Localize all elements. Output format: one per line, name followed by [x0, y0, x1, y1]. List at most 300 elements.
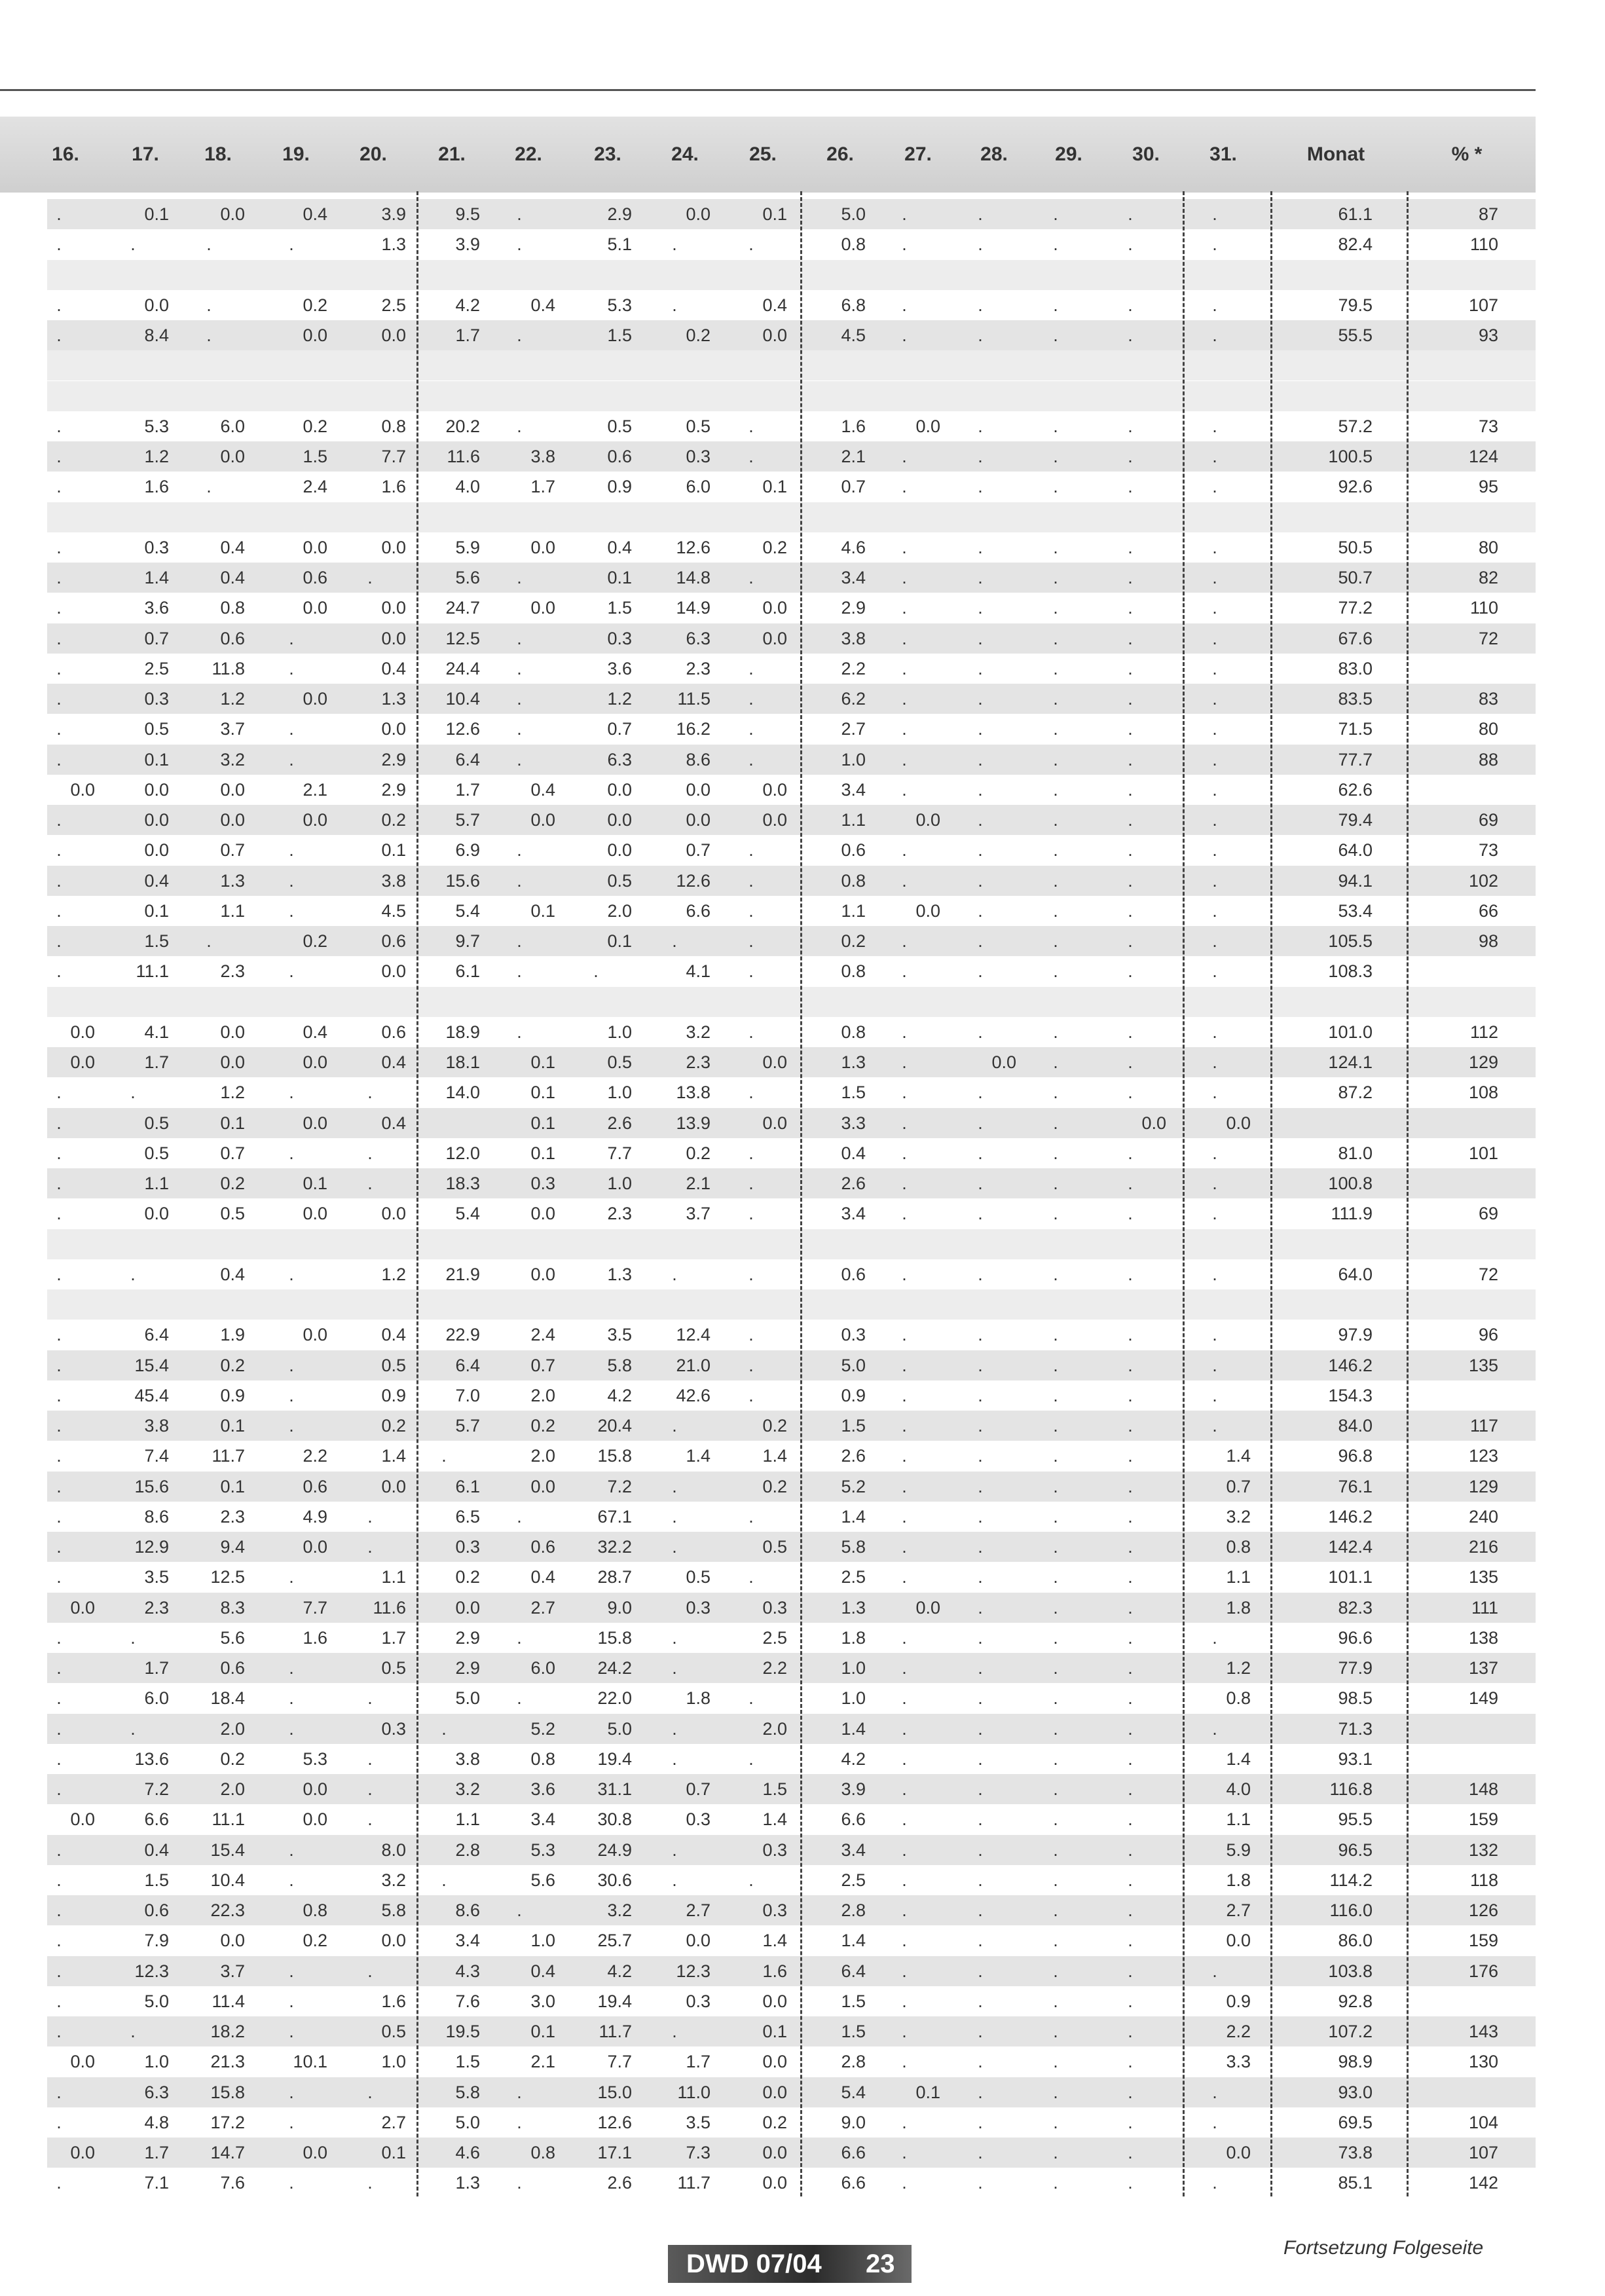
daily-value-cell: 15.8 [597, 1627, 632, 1648]
daily-value-cell: 1.8 [1226, 1870, 1251, 1890]
daily-value-cell: . [289, 2082, 294, 2102]
daily-value-cell: 0.2 [220, 1174, 245, 1193]
daily-value-cell: . [1053, 1961, 1058, 1981]
monthly-total-cell: 92.8 [1338, 1991, 1373, 2011]
daily-value-cell: 0.1 [762, 2022, 787, 2041]
daily-value-cell: 0.0 [70, 2143, 95, 2162]
daily-value-cell: . [1053, 1052, 1058, 1072]
daily-value-cell: . [902, 961, 907, 982]
daily-value-cell: . [902, 1264, 907, 1284]
table-row [47, 835, 1536, 865]
monthly-total-cell: 83.5 [1338, 689, 1373, 709]
daily-value-cell: 0.8 [1226, 1537, 1251, 1557]
daily-value-cell: 1.5 [303, 447, 327, 466]
daily-value-cell: . [130, 1083, 136, 1103]
monthly-total-cell: 94.1 [1338, 870, 1373, 891]
daily-value-cell: 1.6 [381, 1991, 406, 2011]
daily-value-cell: . [1128, 2112, 1133, 2132]
daily-value-cell: . [289, 870, 294, 891]
monthly-total-cell: 107.2 [1328, 2022, 1373, 2041]
daily-value-cell: . [56, 1113, 62, 1133]
daily-value-cell: 0.1 [144, 900, 169, 921]
daily-value-cell: . [978, 2022, 983, 2041]
table-row [47, 1835, 1536, 1865]
daily-value-cell: 0.0 [762, 779, 787, 800]
daily-value-cell: . [56, 1174, 62, 1193]
daily-value-cell: 2.1 [686, 1174, 710, 1193]
daily-value-cell: . [978, 961, 983, 982]
daily-value-cell: 3.3 [1226, 2052, 1251, 2072]
percent-cell: 82 [1478, 568, 1498, 587]
daily-value-cell: 12.0 [445, 1143, 480, 1163]
daily-value-cell: 17.1 [597, 2143, 632, 2162]
daily-value-cell: . [1128, 1658, 1133, 1678]
daily-value-cell: . [748, 447, 754, 466]
daily-value-cell: 1.7 [381, 1627, 406, 1648]
daily-value-cell: . [902, 234, 907, 255]
daily-value-cell: 5.8 [841, 1537, 866, 1557]
daily-value-cell: 1.3 [381, 689, 406, 709]
percent-cell: 73 [1478, 840, 1498, 861]
daily-value-cell: . [1053, 1870, 1058, 1890]
daily-value-cell: 5.3 [607, 295, 632, 315]
daily-value-cell: . [130, 1264, 136, 1284]
daily-value-cell: 11.7 [599, 2022, 632, 2041]
daily-value-cell: 4.5 [841, 325, 866, 345]
daily-value-cell: . [441, 1446, 447, 1466]
daily-value-cell: 9.4 [220, 1537, 245, 1557]
daily-value-cell: . [56, 810, 62, 830]
monthly-total-cell: 87.2 [1338, 1083, 1373, 1103]
daily-value-cell: 1.3 [607, 1264, 632, 1284]
daily-value-cell: . [289, 2022, 294, 2041]
daily-value-cell: 19.4 [597, 1749, 632, 1769]
daily-value-cell: 2.9 [455, 1627, 480, 1648]
daily-value-cell: . [1053, 749, 1058, 769]
daily-value-cell: 2.7 [686, 1900, 710, 1920]
daily-value-cell: 13.9 [676, 1113, 710, 1133]
daily-value-cell: 2.3 [686, 658, 710, 678]
daily-value-cell: . [978, 1718, 983, 1739]
daily-value-cell: 5.0 [607, 1718, 632, 1739]
daily-value-cell: 0.7 [144, 628, 169, 648]
column-header: 31. [1209, 143, 1237, 165]
daily-value-cell: 0.0 [915, 416, 940, 436]
daily-value-cell: 1.0 [144, 2052, 169, 2072]
daily-value-cell: . [1128, 416, 1133, 436]
daily-value-cell: . [56, 870, 62, 891]
daily-value-cell: 45.4 [134, 1385, 169, 1405]
daily-value-cell: . [902, 2173, 907, 2193]
daily-value-cell: 0.0 [303, 325, 327, 345]
daily-value-cell: 0.0 [1226, 1113, 1251, 1133]
daily-value-cell: . [56, 1416, 62, 1435]
daily-value-cell: 3.2 [455, 1779, 480, 1799]
daily-value-cell: 11.7 [212, 1446, 245, 1466]
daily-value-cell: 0.0 [530, 1264, 555, 1284]
group-spacer-row [47, 502, 1536, 532]
daily-value-cell: . [1212, 810, 1217, 830]
percent-cell [1426, 1986, 1498, 2016]
daily-value-cell: . [1128, 1476, 1133, 1496]
daily-value-cell: . [978, 1840, 983, 1860]
daily-value-cell: 22.9 [445, 1325, 480, 1345]
daily-value-cell: . [289, 1567, 294, 1587]
daily-value-cell: . [1053, 1325, 1058, 1345]
daily-value-cell: . [517, 234, 522, 255]
daily-value-cell: 0.0 [303, 1779, 327, 1799]
daily-value-cell: . [1053, 900, 1058, 921]
daily-value-cell: . [56, 537, 62, 557]
daily-value-cell: 1.7 [144, 1658, 169, 1678]
daily-value-cell: . [902, 2143, 907, 2162]
daily-value-cell: 0.4 [381, 1113, 406, 1133]
daily-value-cell: . [1212, 447, 1217, 466]
daily-value-cell: 1.4 [1226, 1446, 1251, 1466]
group-spacer-row [47, 1229, 1536, 1259]
daily-value-cell: 2.8 [841, 1900, 866, 1920]
daily-value-cell: 0.4 [144, 870, 169, 891]
daily-value-cell: 0.3 [686, 1809, 710, 1830]
daily-value-cell: 19.4 [597, 1991, 632, 2011]
column-header: 23. [594, 143, 621, 165]
daily-value-cell: . [1212, 2173, 1217, 2193]
daily-value-cell: 0.4 [530, 1567, 555, 1587]
daily-value-cell: . [130, 2022, 136, 2041]
monthly-total-cell: 98.9 [1338, 2052, 1373, 2072]
daily-value-cell: 0.9 [220, 1385, 245, 1405]
daily-value-cell: 4.1 [686, 961, 710, 982]
percent-cell: 130 [1468, 2052, 1498, 2072]
daily-value-cell: . [978, 1870, 983, 1890]
monthly-total-cell: 93.1 [1338, 1749, 1373, 1769]
table-row [47, 229, 1536, 259]
daily-value-cell: . [902, 295, 907, 315]
daily-value-cell: 0.1 [915, 2082, 940, 2102]
daily-value-cell: . [748, 1325, 754, 1345]
daily-value-cell: 0.2 [381, 810, 406, 830]
daily-value-cell: 0.0 [303, 537, 327, 557]
daily-value-cell: . [1128, 961, 1133, 982]
daily-value-cell: 1.4 [381, 1446, 406, 1466]
daily-value-cell: . [56, 2173, 62, 2193]
column-divider [1183, 191, 1185, 2196]
daily-value-cell: . [289, 234, 294, 255]
daily-value-cell: . [56, 1446, 62, 1466]
daily-value-cell: . [1128, 719, 1133, 739]
percent-cell: 132 [1468, 1840, 1498, 1860]
daily-value-cell: . [517, 961, 522, 982]
daily-value-cell: . [289, 840, 294, 861]
daily-value-cell: . [289, 628, 294, 648]
monthly-total-cell: 69.5 [1338, 2112, 1373, 2132]
daily-value-cell: 1.6 [144, 477, 169, 497]
daily-value-cell: 5.8 [381, 1900, 406, 1920]
daily-value-cell: . [978, 2143, 983, 2162]
daily-value-cell: 0.0 [762, 1052, 787, 1072]
daily-value-cell: 0.5 [686, 1567, 710, 1587]
daily-value-cell: 3.5 [686, 2112, 710, 2132]
daily-value-cell: 3.4 [841, 1840, 866, 1860]
column-divider [1270, 191, 1272, 2196]
daily-value-cell: . [1053, 1264, 1058, 1284]
daily-value-cell: . [902, 1900, 907, 1920]
daily-value-cell: . [1053, 2143, 1058, 2162]
daily-value-cell: . [978, 537, 983, 557]
daily-value-cell: . [978, 598, 983, 618]
daily-value-cell: . [978, 1991, 983, 2011]
daily-value-cell: 0.8 [841, 870, 866, 891]
daily-value-cell: . [1212, 1204, 1217, 1224]
daily-value-cell: . [1212, 1325, 1217, 1345]
daily-value-cell: . [56, 1537, 62, 1557]
daily-value-cell: 21.0 [676, 1355, 710, 1375]
daily-value-cell: 31.1 [597, 1779, 632, 1799]
daily-value-cell: . [56, 1900, 62, 1920]
table-row [47, 1562, 1536, 1592]
daily-value-cell: 2.5 [841, 1870, 866, 1890]
daily-value-cell: . [56, 1840, 62, 1860]
daily-value-cell: . [748, 1022, 754, 1042]
daily-value-cell: 11.7 [677, 2173, 710, 2193]
column-divider [1407, 191, 1409, 2196]
daily-value-cell: . [978, 1749, 983, 1769]
daily-value-cell: 0.0 [686, 1931, 710, 1951]
daily-value-cell: 0.0 [381, 1931, 406, 1951]
table-row [47, 1472, 1536, 1502]
daily-value-cell: 2.7 [841, 719, 866, 739]
daily-value-cell: 22.3 [210, 1900, 245, 1920]
daily-value-cell: . [1128, 1991, 1133, 2011]
daily-value-cell: . [1212, 719, 1217, 739]
daily-value-cell: . [1128, 1961, 1133, 1981]
daily-value-cell: . [978, 1597, 983, 1618]
daily-value-cell: . [1128, 1688, 1133, 1709]
column-header: % * [1451, 143, 1483, 165]
daily-value-cell: . [1053, 719, 1058, 739]
daily-value-cell: 0.4 [381, 658, 406, 678]
daily-value-cell: 1.8 [686, 1688, 710, 1709]
daily-value-cell: . [517, 870, 522, 891]
daily-value-cell: 0.0 [530, 537, 555, 557]
daily-value-cell: . [902, 325, 907, 345]
daily-value-cell: 0.8 [841, 234, 866, 255]
daily-value-cell: . [1128, 658, 1133, 678]
daily-value-cell: 0.9 [607, 477, 632, 497]
daily-value-cell: 6.0 [220, 416, 245, 436]
daily-value-cell: 15.8 [210, 2082, 245, 2102]
daily-value-cell: 0.0 [303, 2143, 327, 2162]
daily-value-cell: . [56, 689, 62, 709]
daily-value-cell: . [978, 1113, 983, 1133]
daily-value-cell: 0.5 [607, 1052, 632, 1072]
daily-value-cell: 0.2 [530, 1416, 555, 1435]
daily-value-cell: . [1128, 810, 1133, 830]
daily-value-cell: 2.2 [303, 1446, 327, 1466]
daily-value-cell: . [748, 234, 754, 255]
daily-value-cell: 0.5 [607, 416, 632, 436]
daily-value-cell: 3.7 [686, 1204, 710, 1224]
daily-value-cell: . [902, 840, 907, 861]
daily-value-cell: 2.6 [841, 1446, 866, 1466]
daily-value-cell: 1.1 [1226, 1809, 1251, 1830]
daily-value-cell: . [902, 1446, 907, 1466]
daily-value-cell: 0.1 [530, 1083, 555, 1103]
daily-value-cell: 11.1 [212, 1809, 245, 1830]
daily-value-cell: . [1053, 658, 1058, 678]
daily-value-cell: . [748, 961, 754, 982]
daily-value-cell: 8.6 [455, 1900, 480, 1920]
daily-value-cell: 0.3 [455, 1537, 480, 1557]
daily-value-cell: . [289, 1688, 294, 1709]
daily-value-cell: . [517, 931, 522, 951]
daily-value-cell: 12.6 [676, 870, 710, 891]
daily-value-cell: . [367, 1143, 373, 1163]
daily-value-cell: . [367, 1537, 373, 1557]
daily-value-cell: 0.6 [144, 1900, 169, 1920]
monthly-total-cell: 93.0 [1338, 2082, 1373, 2102]
daily-value-cell: . [902, 658, 907, 678]
daily-value-cell: 1.4 [1226, 1749, 1251, 1769]
daily-value-cell: . [1128, 568, 1133, 587]
monthly-total-cell: 50.5 [1338, 537, 1373, 557]
percent-cell: 69 [1478, 1204, 1498, 1224]
daily-value-cell: . [748, 1506, 754, 1527]
daily-value-cell: . [1128, 1264, 1133, 1284]
table-row [47, 472, 1536, 502]
daily-value-cell: 18.2 [210, 2022, 245, 2041]
daily-value-cell: 0.5 [381, 1658, 406, 1678]
daily-value-cell: 3.2 [686, 1022, 710, 1042]
daily-value-cell: . [748, 1567, 754, 1587]
daily-value-cell: . [56, 840, 62, 861]
daily-value-cell: . [1128, 1174, 1133, 1193]
table-row [47, 2107, 1536, 2138]
daily-value-cell: 0.8 [841, 1022, 866, 1042]
monthly-total-cell: 53.4 [1338, 900, 1373, 921]
daily-value-cell: . [1212, 1385, 1217, 1405]
daily-value-cell: . [748, 1749, 754, 1769]
daily-value-cell: . [978, 1809, 983, 1830]
daily-value-cell: 2.0 [762, 1718, 787, 1739]
daily-value-cell: . [748, 1355, 754, 1375]
daily-value-cell: 3.2 [220, 749, 245, 769]
daily-value-cell: 0.3 [762, 1840, 787, 1860]
daily-value-cell: 1.2 [607, 689, 632, 709]
table-row [47, 623, 1536, 654]
percent-cell: 95 [1478, 477, 1498, 497]
monthly-total-cell: 82.4 [1338, 234, 1373, 255]
daily-value-cell: 0.0 [607, 810, 632, 830]
column-header: 24. [671, 143, 699, 165]
daily-value-cell: 0.0 [381, 719, 406, 739]
daily-value-cell: . [672, 1537, 677, 1557]
daily-value-cell: . [367, 1688, 373, 1709]
daily-value-cell: . [289, 1355, 294, 1375]
daily-value-cell: 2.2 [1226, 2022, 1251, 2041]
daily-value-cell: 4.0 [1226, 1779, 1251, 1799]
table-row [47, 956, 1536, 986]
table-row [47, 1986, 1536, 2016]
daily-value-cell: . [517, 1627, 522, 1648]
daily-value-cell: . [902, 1931, 907, 1951]
monthly-total-cell: 64.0 [1338, 840, 1373, 861]
daily-value-cell: . [1212, 325, 1217, 345]
daily-value-cell: 2.9 [381, 779, 406, 800]
daily-value-cell: . [1212, 840, 1217, 861]
daily-value-cell: 0.4 [381, 1325, 406, 1345]
daily-value-cell: 3.9 [841, 1779, 866, 1799]
daily-value-cell: 6.9 [455, 840, 480, 861]
daily-value-cell: . [1053, 1174, 1058, 1193]
daily-value-cell: . [978, 1900, 983, 1920]
daily-value-cell: 1.4 [762, 1809, 787, 1830]
daily-value-cell: . [902, 1052, 907, 1072]
daily-value-cell: . [978, 1961, 983, 1981]
daily-value-cell: 0.4 [607, 537, 632, 557]
daily-value-cell: 30.6 [597, 1870, 632, 1890]
daily-value-cell: 0.0 [303, 1325, 327, 1345]
table-row [47, 1774, 1536, 1804]
daily-value-cell: . [517, 2082, 522, 2102]
daily-value-cell: 2.3 [144, 1597, 169, 1618]
daily-value-cell: 4.0 [455, 477, 480, 497]
daily-value-cell: 3.8 [841, 628, 866, 648]
table-row [47, 1865, 1536, 1895]
issue-label: DWD 07/04 [686, 2250, 822, 2278]
daily-value-cell: . [1053, 2082, 1058, 2102]
daily-value-cell: . [367, 2173, 373, 2193]
daily-value-cell: 15.4 [134, 1355, 169, 1375]
daily-value-cell: 1.5 [841, 2022, 866, 2041]
percent-cell: 93 [1478, 325, 1498, 345]
daily-value-cell: . [672, 1476, 677, 1496]
percent-cell: 112 [1469, 1022, 1498, 1042]
daily-value-cell: . [978, 568, 983, 587]
daily-value-cell: . [748, 1385, 754, 1405]
daily-value-cell: . [978, 840, 983, 861]
daily-value-cell: . [56, 1385, 62, 1405]
daily-value-cell: 0.0 [381, 1476, 406, 1496]
table-row [47, 1956, 1536, 1986]
daily-value-cell: . [748, 1264, 754, 1284]
percent-cell: 138 [1468, 1627, 1498, 1648]
daily-value-cell: 10.4 [210, 1870, 245, 1890]
daily-value-cell: 2.0 [220, 1779, 245, 1799]
daily-value-cell: . [902, 1658, 907, 1678]
daily-value-cell: 0.0 [1226, 2143, 1251, 2162]
daily-value-cell: . [748, 568, 754, 587]
percent-cell [1426, 1108, 1498, 1138]
daily-value-cell: . [902, 1385, 907, 1405]
daily-value-cell: 0.7 [686, 1779, 710, 1799]
daily-value-cell: . [56, 931, 62, 951]
daily-value-cell: . [1053, 1204, 1058, 1224]
monthly-total-cell: 82.3 [1338, 1597, 1373, 1618]
daily-value-cell: 3.7 [220, 1961, 245, 1981]
daily-value-cell: . [1212, 2082, 1217, 2102]
daily-value-cell: 4.1 [144, 1022, 169, 1042]
daily-value-cell: . [1128, 1416, 1133, 1435]
daily-value-cell: 1.1 [841, 810, 866, 830]
table-row [47, 290, 1536, 320]
daily-value-cell: . [56, 1931, 62, 1951]
daily-value-cell: 1.7 [455, 325, 480, 345]
daily-value-cell: 0.0 [70, 1809, 95, 1830]
daily-value-cell: . [1128, 325, 1133, 345]
daily-value-cell: . [902, 447, 907, 466]
daily-value-cell: . [978, 204, 983, 224]
